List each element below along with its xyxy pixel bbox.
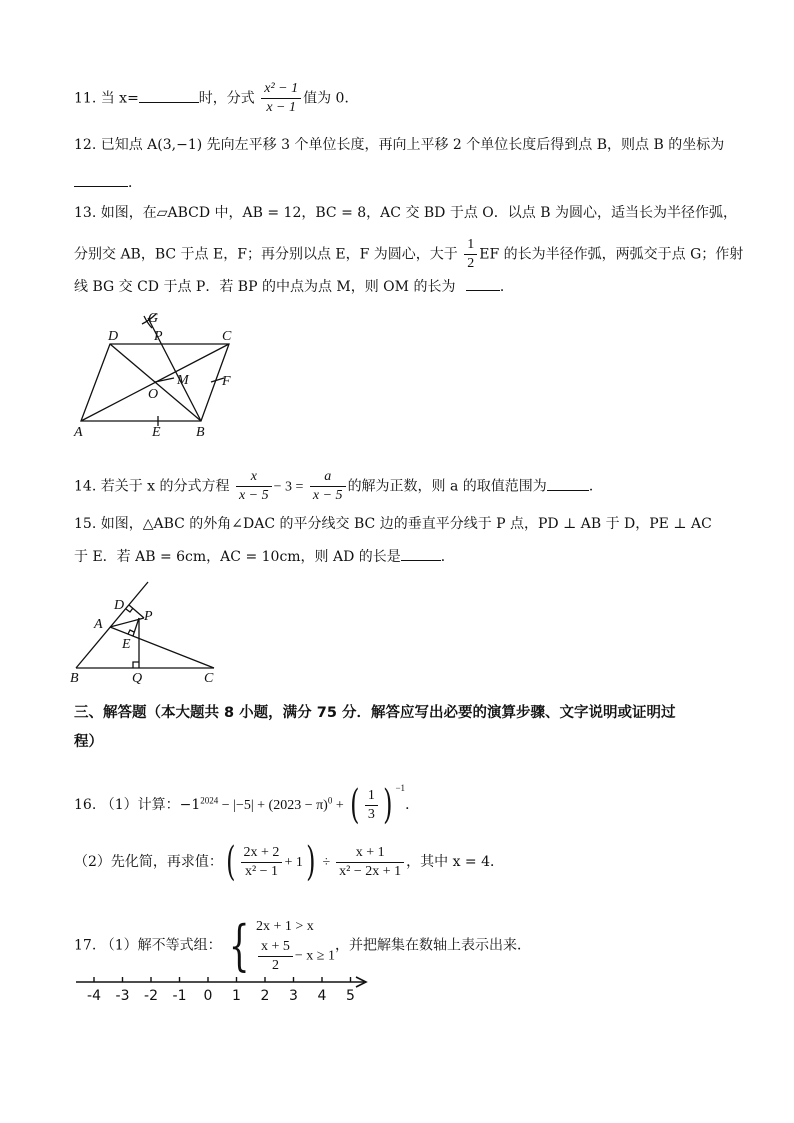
- right-angle-e: [128, 630, 134, 634]
- label-d: D: [108, 329, 119, 344]
- question-number: 12.: [74, 137, 97, 153]
- question-12-line2: ．: [74, 172, 142, 193]
- segment-pd: [129, 605, 144, 618]
- question-number: 13.: [74, 205, 97, 221]
- label-a: A: [94, 617, 103, 632]
- question-13-line3: 线 BG 交 CD 于点 P．若 BP 的中点为点 M，则 OM 的长为 ．: [74, 276, 514, 297]
- fraction-b: $\frac{x + 1}{\text{x² − 2x + 1}}$: [336, 844, 404, 881]
- label-c: C: [204, 671, 214, 686]
- answer-blank[interactable]: [139, 88, 199, 103]
- label-o: O: [148, 387, 159, 402]
- answer-blank[interactable]: [401, 546, 441, 561]
- question-11: 11. 当 x= 时，分式 $\frac{\text{x² − 1}}{x - 1}$ 值为 0．: [74, 81, 359, 115]
- fraction-1: $\frac{x}{x - 5}$: [236, 468, 272, 505]
- question-number: 16.: [74, 797, 97, 813]
- right-angle-q: [133, 662, 139, 668]
- number-line: [70, 968, 380, 1008]
- question-14: 14. 若关于 x 的分式方程 $\frac{x}{x - 5}$ − 3 = $\frac{a}{x - 5}$ 的解为正数，则 a 的取值范围为 ．: [74, 469, 603, 503]
- right-angle-d: [126, 608, 133, 612]
- inequality-system: 2x + 1 > x $\frac{x + 5}{2}$ − x ≥ 1: [256, 919, 335, 973]
- question-number: 11.: [74, 90, 97, 107]
- number-line-tick-label: 2: [260, 988, 270, 1004]
- fraction-half: $\frac{1}{2}$: [464, 236, 477, 273]
- label-b: B: [70, 671, 79, 686]
- fraction: $\frac{\text{x² − 1}}{x - 1}$: [261, 80, 301, 117]
- label-g: G: [148, 311, 159, 326]
- question-15-line2: 于 E．若 AB = 6cm，AC = 10cm，则 AD 的长是 ．: [74, 546, 455, 567]
- question-15: 15. 如图，△ABC 的外角∠DAC 的平分线交 BC 边的垂直平分线于 P 点，PD ⊥ AB 于 D，PE ⊥ AC: [74, 516, 712, 532]
- number-line-tick-label: 1: [232, 988, 241, 1004]
- label-m: M: [177, 373, 189, 388]
- fraction-third: $\frac{1}{3}$: [365, 787, 378, 824]
- number-line-tick-label: -3: [115, 988, 130, 1004]
- question-number: 17.: [74, 937, 97, 954]
- parallelogram-figure: [66, 306, 256, 440]
- label-e: E: [152, 425, 161, 440]
- section-3-heading: 三、解答题（本大题共 8 小题，满分 75 分．解答应写出必要的演算步骤、文字说明或证明过: [74, 705, 676, 721]
- answer-blank[interactable]: [547, 476, 589, 491]
- label-a: A: [74, 425, 83, 440]
- question-16-part2: （2）先化简，再求值：( $\frac{2x + 2}{\text{x² − 1}}$ + 1) ÷ $\frac{x + 1}{\text{x² − 2x + 1}}$ ，其中 x = 4．: [74, 839, 505, 885]
- fraction-a: $\frac{2x + 2}{\text{x² − 1}}$: [241, 844, 283, 881]
- label-f: F: [222, 374, 231, 389]
- label-e: E: [122, 637, 131, 652]
- label-p: P: [144, 609, 153, 624]
- question-17: 17. （1）解不等式组： { 2x + 1 > x $\frac{x + 5}{2}$ − x ≥ 1 ，并把解集在数轴上表示出来．: [74, 913, 531, 977]
- question-16-part1: 16. （1）计算：$-1^{2024} - |-5| + (2023 - \pi)^0$ + ( $\frac{1}{3}$ ) $^{-1}$．: [74, 782, 420, 828]
- question-number: 14.: [74, 478, 97, 495]
- number-line-tick-label: -2: [144, 988, 158, 1004]
- question-13: 13. 如图，在▱ABCD 中，AB = 12，BC = 8，AC 交 BD 于点 O．以点 B 为圆心，适当长为半径作弧，: [74, 205, 737, 221]
- question-13-line2: 分别交 AB，BC 于点 E，F；再分别以点 E，F 为圆心，大于 $\frac{1}{2}$ EF 的长为半径作弧，两弧交于点 G；作射: [74, 237, 744, 271]
- label-c: C: [222, 329, 232, 344]
- number-line-tick-label: 0: [203, 988, 213, 1004]
- question-12: 12. 已知点 A(3,−1) 先向左平移 3 个单位长度，再向上平移 2 个单位长度后得到点 B，则点 B 的坐标为: [74, 137, 725, 153]
- answer-blank[interactable]: [74, 172, 128, 187]
- number-line-tick-label: 5: [346, 988, 355, 1004]
- segment-om: [155, 378, 174, 382]
- section-3-heading-line2: 程）: [74, 734, 103, 750]
- label-q: Q: [132, 671, 143, 686]
- number-line-tick-label: 4: [317, 988, 327, 1004]
- question-number: 15.: [74, 516, 97, 532]
- number-line-tick-label: -4: [87, 988, 101, 1004]
- fraction-2: $\frac{a}{x - 5}$: [310, 468, 346, 505]
- label-b: B: [196, 425, 205, 440]
- answer-blank[interactable]: [466, 276, 500, 291]
- label-d: D: [114, 598, 125, 613]
- number-line-tick-label: -1: [172, 988, 187, 1004]
- number-line-tick-label: 3: [289, 988, 298, 1004]
- triangle-figure: [66, 578, 236, 686]
- label-p: P: [154, 329, 163, 344]
